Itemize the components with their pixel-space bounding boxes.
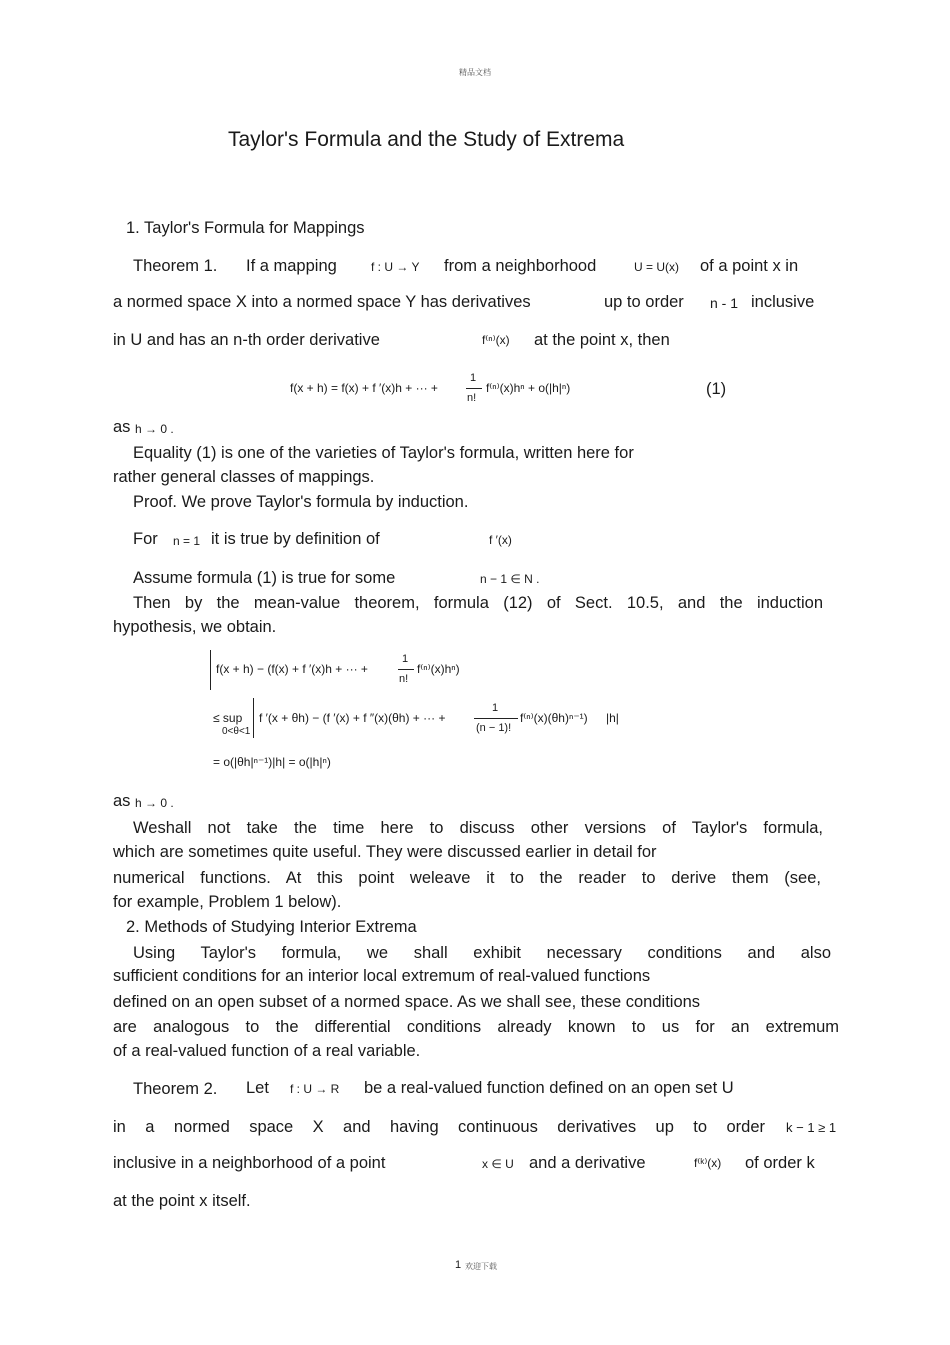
theorem1-line2c: inclusive xyxy=(751,293,815,311)
theorem2-label: Theorem 2. xyxy=(133,1080,218,1098)
derivation-line1-frac-den: n! xyxy=(399,673,409,685)
theorem2-line3b: and a derivative xyxy=(529,1154,646,1172)
derivation-norm-bar-left xyxy=(210,650,211,690)
theorem1-label: Theorem 1. xyxy=(133,257,218,275)
math-n-equals-1: n = 1 xyxy=(173,534,201,548)
paragraph-2b: which are sometimes quite useful. They were discussed earlier in detail for xyxy=(113,843,657,861)
derivation-sup: ≤ sup xyxy=(213,711,243,725)
paragraph-2a: Weshall not take the time here to discuss other versions of Taylor's formula, xyxy=(133,819,823,837)
theorem1-line3a: in U and has an n-th order derivative xyxy=(113,331,380,349)
equation1-rhs: f⁽ⁿ⁾(x)hⁿ + o(|h|ⁿ) xyxy=(486,381,571,395)
equation1-lhs: f(x + h) = f(x) + f ′(x)h + ··· + xyxy=(290,381,438,395)
section-heading-2: 2. Methods of Studying Interior Extrema xyxy=(126,918,417,936)
math-real-function: f : U → R xyxy=(290,1082,340,1096)
footer-text: 欢迎下载 xyxy=(465,1262,497,1271)
math-limit-2: h → 0 . xyxy=(135,796,174,810)
theorem2-line2: in a normed space X and having continuous derivatives up to order xyxy=(113,1118,765,1136)
paragraph-1b: rather general classes of mappings. xyxy=(113,468,375,486)
paragraph-2d: for example, Problem 1 below). xyxy=(113,893,342,911)
math-first-derivative: f ′(x) xyxy=(489,533,512,547)
math-point-in-u: x ∈ U xyxy=(482,1157,514,1171)
paragraph-3b: sufficient conditions for an interior local extremum of real-valued functions xyxy=(113,967,651,985)
equation1-number: (1) xyxy=(706,380,727,398)
derivation-line2-h: |h| xyxy=(606,711,619,725)
theorem1-line3b: at the point x, then xyxy=(534,331,670,349)
math-order: n - 1 xyxy=(710,295,739,311)
derivation-line3: = o(|θh|ⁿ⁻¹)|h| = o(|h|ⁿ) xyxy=(213,755,331,769)
paragraph-1a: Equality (1) is one of the varieties of Taylor's formula, written here for xyxy=(133,444,634,462)
then-line-b: hypothesis, we obtain. xyxy=(113,618,277,636)
assume-text: Assume formula (1) is true for some xyxy=(133,569,396,587)
page-number: 1 xyxy=(455,1259,462,1271)
proof-line: Proof. We prove Taylor's formula by induction. xyxy=(133,493,469,511)
derivation-line2-frac-den: (n − 1)! xyxy=(476,722,512,734)
as-label-1: as xyxy=(113,418,131,436)
theorem1-text-a: If a mapping xyxy=(246,257,337,275)
theorem1-line2b: up to order xyxy=(604,293,684,311)
math-limit-1: h → 0 . xyxy=(135,422,174,436)
theorem1-text-c: of a point x in xyxy=(700,257,799,275)
math-kth-derivative: f⁽ᵏ⁾(x) xyxy=(694,1156,722,1170)
derivation-sup-range: 0<θ<1 xyxy=(222,726,251,737)
theorem2-line3c: of order k xyxy=(745,1154,815,1172)
math-mapping: f : U → Y xyxy=(371,260,420,274)
theorem2-text-b: be a real-valued function defined on an open set U xyxy=(364,1079,734,1097)
derivation-line2-frac-bar xyxy=(474,718,518,719)
equation1-frac-den: n! xyxy=(467,392,477,404)
derivation-line1-frac-num: 1 xyxy=(402,653,409,665)
derivation-line2: f ′(x + θh) − (f ′(x) + f ″(x)(θh) + ··· + xyxy=(259,711,446,725)
paragraph-3e: of a real-valued function of a real variable. xyxy=(113,1042,421,1060)
theorem2-line4: at the point x itself. xyxy=(113,1192,251,1210)
theorem2-line3a: inclusive in a neighborhood of a point xyxy=(113,1154,386,1172)
derivation-norm-bar-mid xyxy=(253,698,254,738)
math-order-k: k − 1 ≥ 1 xyxy=(786,1120,837,1135)
derivation-line2-frac-num: 1 xyxy=(492,702,499,714)
theorem1-text-b: from a neighborhood xyxy=(444,257,597,275)
section-heading-1: 1. Taylor's Formula for Mappings xyxy=(126,219,365,237)
equation1-frac-bar xyxy=(466,388,482,389)
paragraph-3c: defined on an open subset of a normed space. As we shall see, these conditions xyxy=(113,993,701,1011)
for-text-b: it is true by definition of xyxy=(211,530,380,548)
math-neighborhood: U = U(x) xyxy=(634,260,679,274)
page-header: 精品文档 xyxy=(459,68,491,77)
derivation-line1-frac-bar xyxy=(398,669,414,670)
document-title: Taylor's Formula and the Study of Extrema xyxy=(228,128,625,151)
derivation-line1: f(x + h) − (f(x) + f ′(x)h + ··· + xyxy=(216,662,368,676)
paragraph-2c: numerical functions. At this point weleave it to the reader to derive them (see, xyxy=(113,869,821,887)
theorem1-line2a: a normed space X into a normed space Y has derivatives xyxy=(113,293,531,311)
for-text-a: For xyxy=(133,530,158,548)
derivation-line2-tail: f⁽ⁿ⁾(x)(θh)ⁿ⁻¹) xyxy=(520,711,588,725)
equation1-frac-num: 1 xyxy=(470,372,477,384)
paragraph-3d: are analogous to the differential conditions already known to us for an extremum xyxy=(113,1018,839,1036)
as-label-2: as xyxy=(113,792,131,810)
then-line-a: Then by the mean-value theorem, formula (12) of Sect. 10.5, and the induction xyxy=(133,594,823,612)
derivation-line1-tail: f⁽ⁿ⁾(x)hⁿ) xyxy=(417,662,460,676)
paragraph-3a: Using Taylor's formula, we shall exhibit necessary conditions and also xyxy=(133,944,831,962)
math-nth-derivative: f⁽ⁿ⁾(x) xyxy=(482,333,510,347)
theorem2-text-a: Let xyxy=(246,1079,269,1097)
math-n-minus-1: n − 1 ∈ N . xyxy=(480,572,540,586)
